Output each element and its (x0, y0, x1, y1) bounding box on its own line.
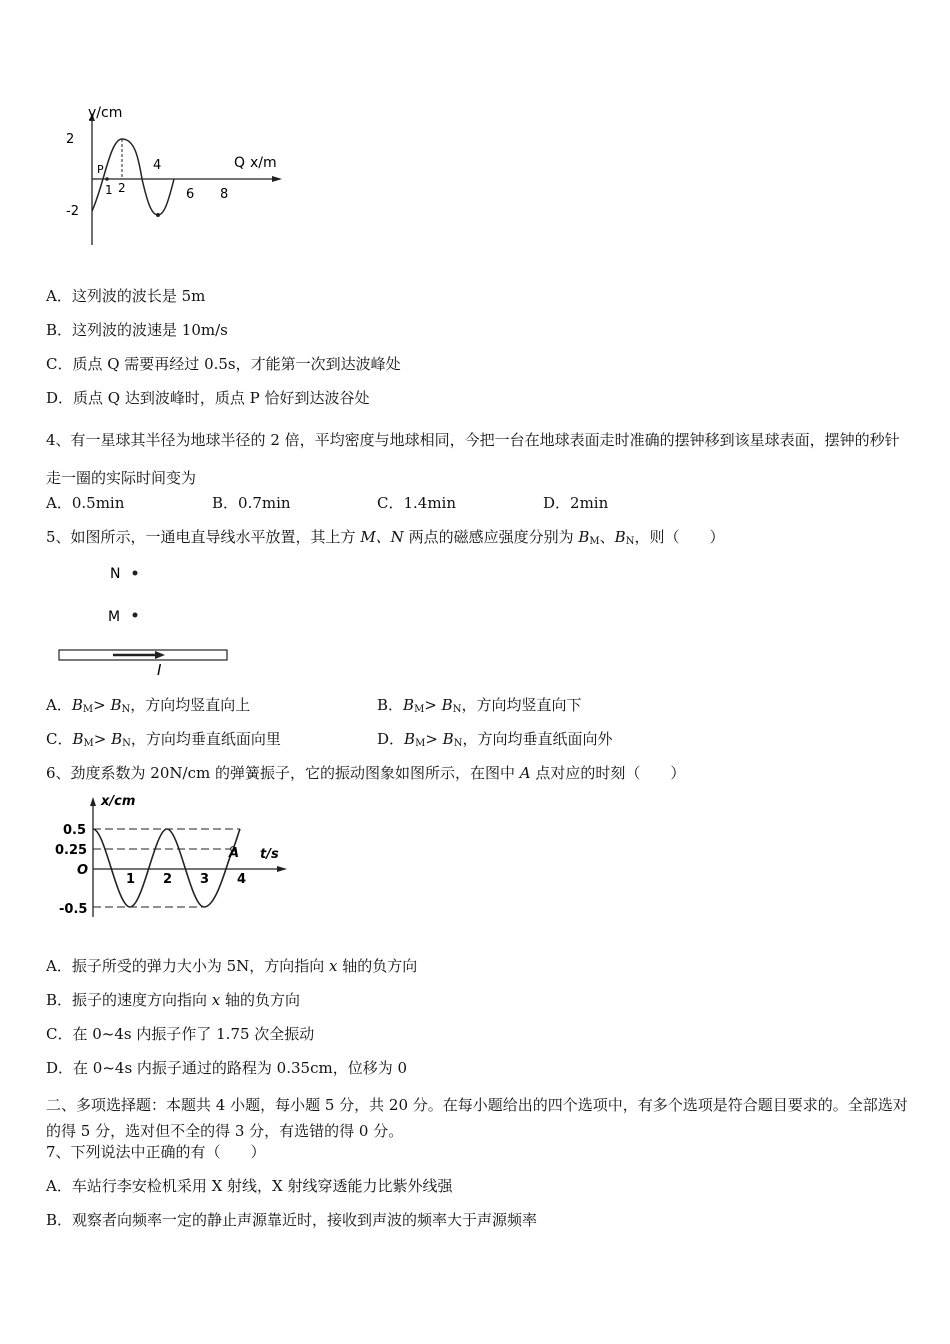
q5-stem-d: ，则（ ） (634, 528, 725, 546)
q5-option-a-prefix: A． (46, 696, 72, 714)
q6-option-a (46, 956, 417, 976)
q5-stem-c: 、 (599, 528, 615, 546)
osc-x-tick-4: 4 (237, 872, 247, 887)
q5-option-d-prefix: D． (377, 730, 405, 748)
osc-point-a-label: A (229, 846, 240, 861)
wave-point-q-label: Q (234, 155, 246, 171)
osc-t-axis-label: t/s (260, 847, 279, 862)
q5-option-d-bm: B (404, 730, 416, 748)
q4-option-b: B．0.7min (212, 494, 291, 512)
q5-option-d-m: M (415, 738, 426, 749)
q5-option-b (377, 695, 581, 720)
q6-option-a-text: A．振子所受的弹力大小为 5N，方向指向 (46, 957, 330, 975)
wave-curve (92, 139, 174, 215)
current-label: I (157, 661, 162, 679)
wave-point-p-label: P (97, 163, 104, 176)
q6-stem-b: 点对应的时刻（ ） (530, 764, 686, 782)
wire-figure (55, 555, 245, 685)
osc-curve (93, 829, 240, 907)
wave-x-axis-label: x/m (250, 155, 277, 171)
q6-option-a-var: x (329, 957, 338, 975)
q5-stem-b: 两点的磁感应强度分别为 (403, 528, 579, 546)
q5-stem-mn: M、N (360, 528, 404, 546)
q5-option-a-m: M (82, 704, 94, 715)
osc-x-tick-2: 2 (163, 872, 173, 887)
q6-option-c: C．在 0~4s 内振子作了 1.75 次全振动 (46, 1025, 315, 1043)
q5-stem-a: 5、如图所示，一通电直导线水平放置，其上方 (46, 528, 361, 546)
q7-stem: 7、下列说法中正确的有（ ） (46, 1143, 266, 1161)
q5-stem (46, 527, 724, 552)
q5-option-b-bm: B (403, 696, 415, 714)
wave-tick-2: 2 (118, 181, 126, 195)
wave-tick-8: 8 (220, 187, 229, 202)
osc-t-arrow (277, 866, 287, 872)
q5-option-a-n: N (121, 704, 131, 715)
wire-point-n-dot (133, 571, 138, 576)
osc-origin-label: O (77, 863, 89, 878)
q4-option-d: D．2min (543, 494, 609, 512)
osc-y-arrow (90, 797, 96, 806)
q7-option-a: A．车站行李安检机采用 X 射线，X 射线穿透能力比紫外线强 (46, 1177, 453, 1195)
q5-option-c-prefix: C． (46, 730, 73, 748)
q5-option-c-m: M (83, 738, 94, 749)
q6-option-a-tail: 轴的负方向 (337, 957, 418, 975)
q5-option-c (46, 729, 281, 754)
q6-option-b-var: x (211, 991, 221, 1009)
q5-option-a-op: > (93, 696, 111, 714)
q5-option-b-bn: B (441, 696, 453, 714)
wave-point-p-dot (105, 177, 109, 181)
q3-option-a: A．这列波的波长是 5m (46, 287, 206, 305)
q3-option-c: C．质点 Q 需要再经过 0.5s，才能第一次到达波峰处 (46, 355, 401, 373)
q6-option-b-text: B．振子的速度方向指向 (46, 991, 212, 1009)
wave-y-axis-label: y/cm (88, 105, 123, 121)
q6-stem-a: 6、劲度系数为 20N/cm 的弹簧振子，它的振动图象如图所示，在图中 (46, 764, 520, 782)
q5-stem-n-sub: N (625, 536, 635, 547)
osc-y-axis-label: x/cm (101, 794, 136, 809)
q5-option-b-prefix: B． (377, 696, 404, 714)
q5-option-b-m: M (414, 704, 425, 715)
q5-option-c-rest: ，方向均垂直纸面向里 (130, 730, 281, 748)
q6-stem-a-point: A (519, 764, 531, 782)
q5-option-a-bn: B (110, 696, 122, 714)
q6-stem (46, 763, 685, 783)
q5-option-c-bm: B (72, 730, 84, 748)
q5-option-c-n: N (122, 738, 131, 749)
wire-point-m-label: M (108, 609, 121, 625)
wave-x-arrow (272, 176, 282, 182)
wire-point-n-label: N (110, 566, 121, 582)
q4-option-c: C．1.4min (377, 494, 457, 512)
q5-option-c-op: > (93, 730, 112, 748)
q5-option-b-n: N (452, 704, 462, 715)
oscillation-figure (55, 792, 315, 922)
wave-trough-dot (156, 213, 160, 217)
osc-y-tick-neg05: -0.5 (59, 902, 88, 917)
wave-tick-6: 6 (186, 187, 195, 202)
q3-option-d: D．质点 Q 达到波峰时，质点 P 恰好到达波谷处 (46, 389, 370, 407)
osc-y-tick-05: 0.5 (63, 823, 87, 838)
osc-x-tick-1: 1 (126, 872, 136, 887)
q5-option-b-rest: ，方向均竖直向下 (461, 696, 582, 714)
q3-option-b: B．这列波的波速是 10m/s (46, 321, 228, 339)
wave-tick-4: 4 (153, 158, 162, 173)
wave-tick-1: 1 (105, 183, 113, 197)
wave-y-pos-label: 2 (66, 132, 75, 147)
section2-header: 二、多项选择题：本题共 4 小题，每小题 5 分，共 20 分。在每小题给出的四个选项中，有多个选项是符合题目要求的。全部选对的得 5 分，选对但不全的得 3 分，有选错的得 0 分。 (46, 1096, 908, 1140)
q5-option-b-op: > (424, 696, 442, 714)
q5-option-a-rest: ，方向均竖直向上 (130, 696, 251, 714)
wire-point-m-dot (133, 613, 138, 618)
q5-option-d-rest: ，方向均垂直纸面向外 (462, 730, 613, 748)
q5-option-d-n: N (453, 738, 463, 749)
q5-option-d-op: > (425, 730, 443, 748)
q4-stem: 4、有一星球其半径为地球半径的 2 倍，平均密度与地球相同，今把一台在地球表面走时准确的摆钟移到该星球表面，摆钟的秒针走一圈的实际时间变为 (46, 431, 900, 487)
q5-option-d-bn: B (442, 730, 454, 748)
wave-figure (60, 95, 300, 255)
q5-option-c-bn: B (111, 730, 123, 748)
q5-option-a-bm: B (71, 696, 83, 714)
q6-option-d: D．在 0~4s 内振子通过的路程为 0.35cm，位移为 0 (46, 1059, 408, 1077)
q6-option-b (46, 990, 300, 1010)
q5-stem-bm: B (578, 528, 590, 546)
q7-option-b: B．观察者向频率一定的静止声源靠近时，接收到声波的频率大于声源频率 (46, 1211, 538, 1229)
q5-stem-m-sub: M (589, 536, 600, 547)
osc-x-tick-3: 3 (200, 872, 210, 887)
q4-option-a: A．0.5min (46, 494, 125, 512)
osc-y-tick-025: 0.25 (55, 843, 88, 858)
q5-option-d (377, 729, 612, 754)
q5-stem-bn: B (614, 528, 626, 546)
q6-option-b-tail: 轴的负方向 (220, 991, 301, 1009)
wave-y-neg-label: -2 (66, 204, 79, 219)
q5-option-a (46, 695, 250, 720)
